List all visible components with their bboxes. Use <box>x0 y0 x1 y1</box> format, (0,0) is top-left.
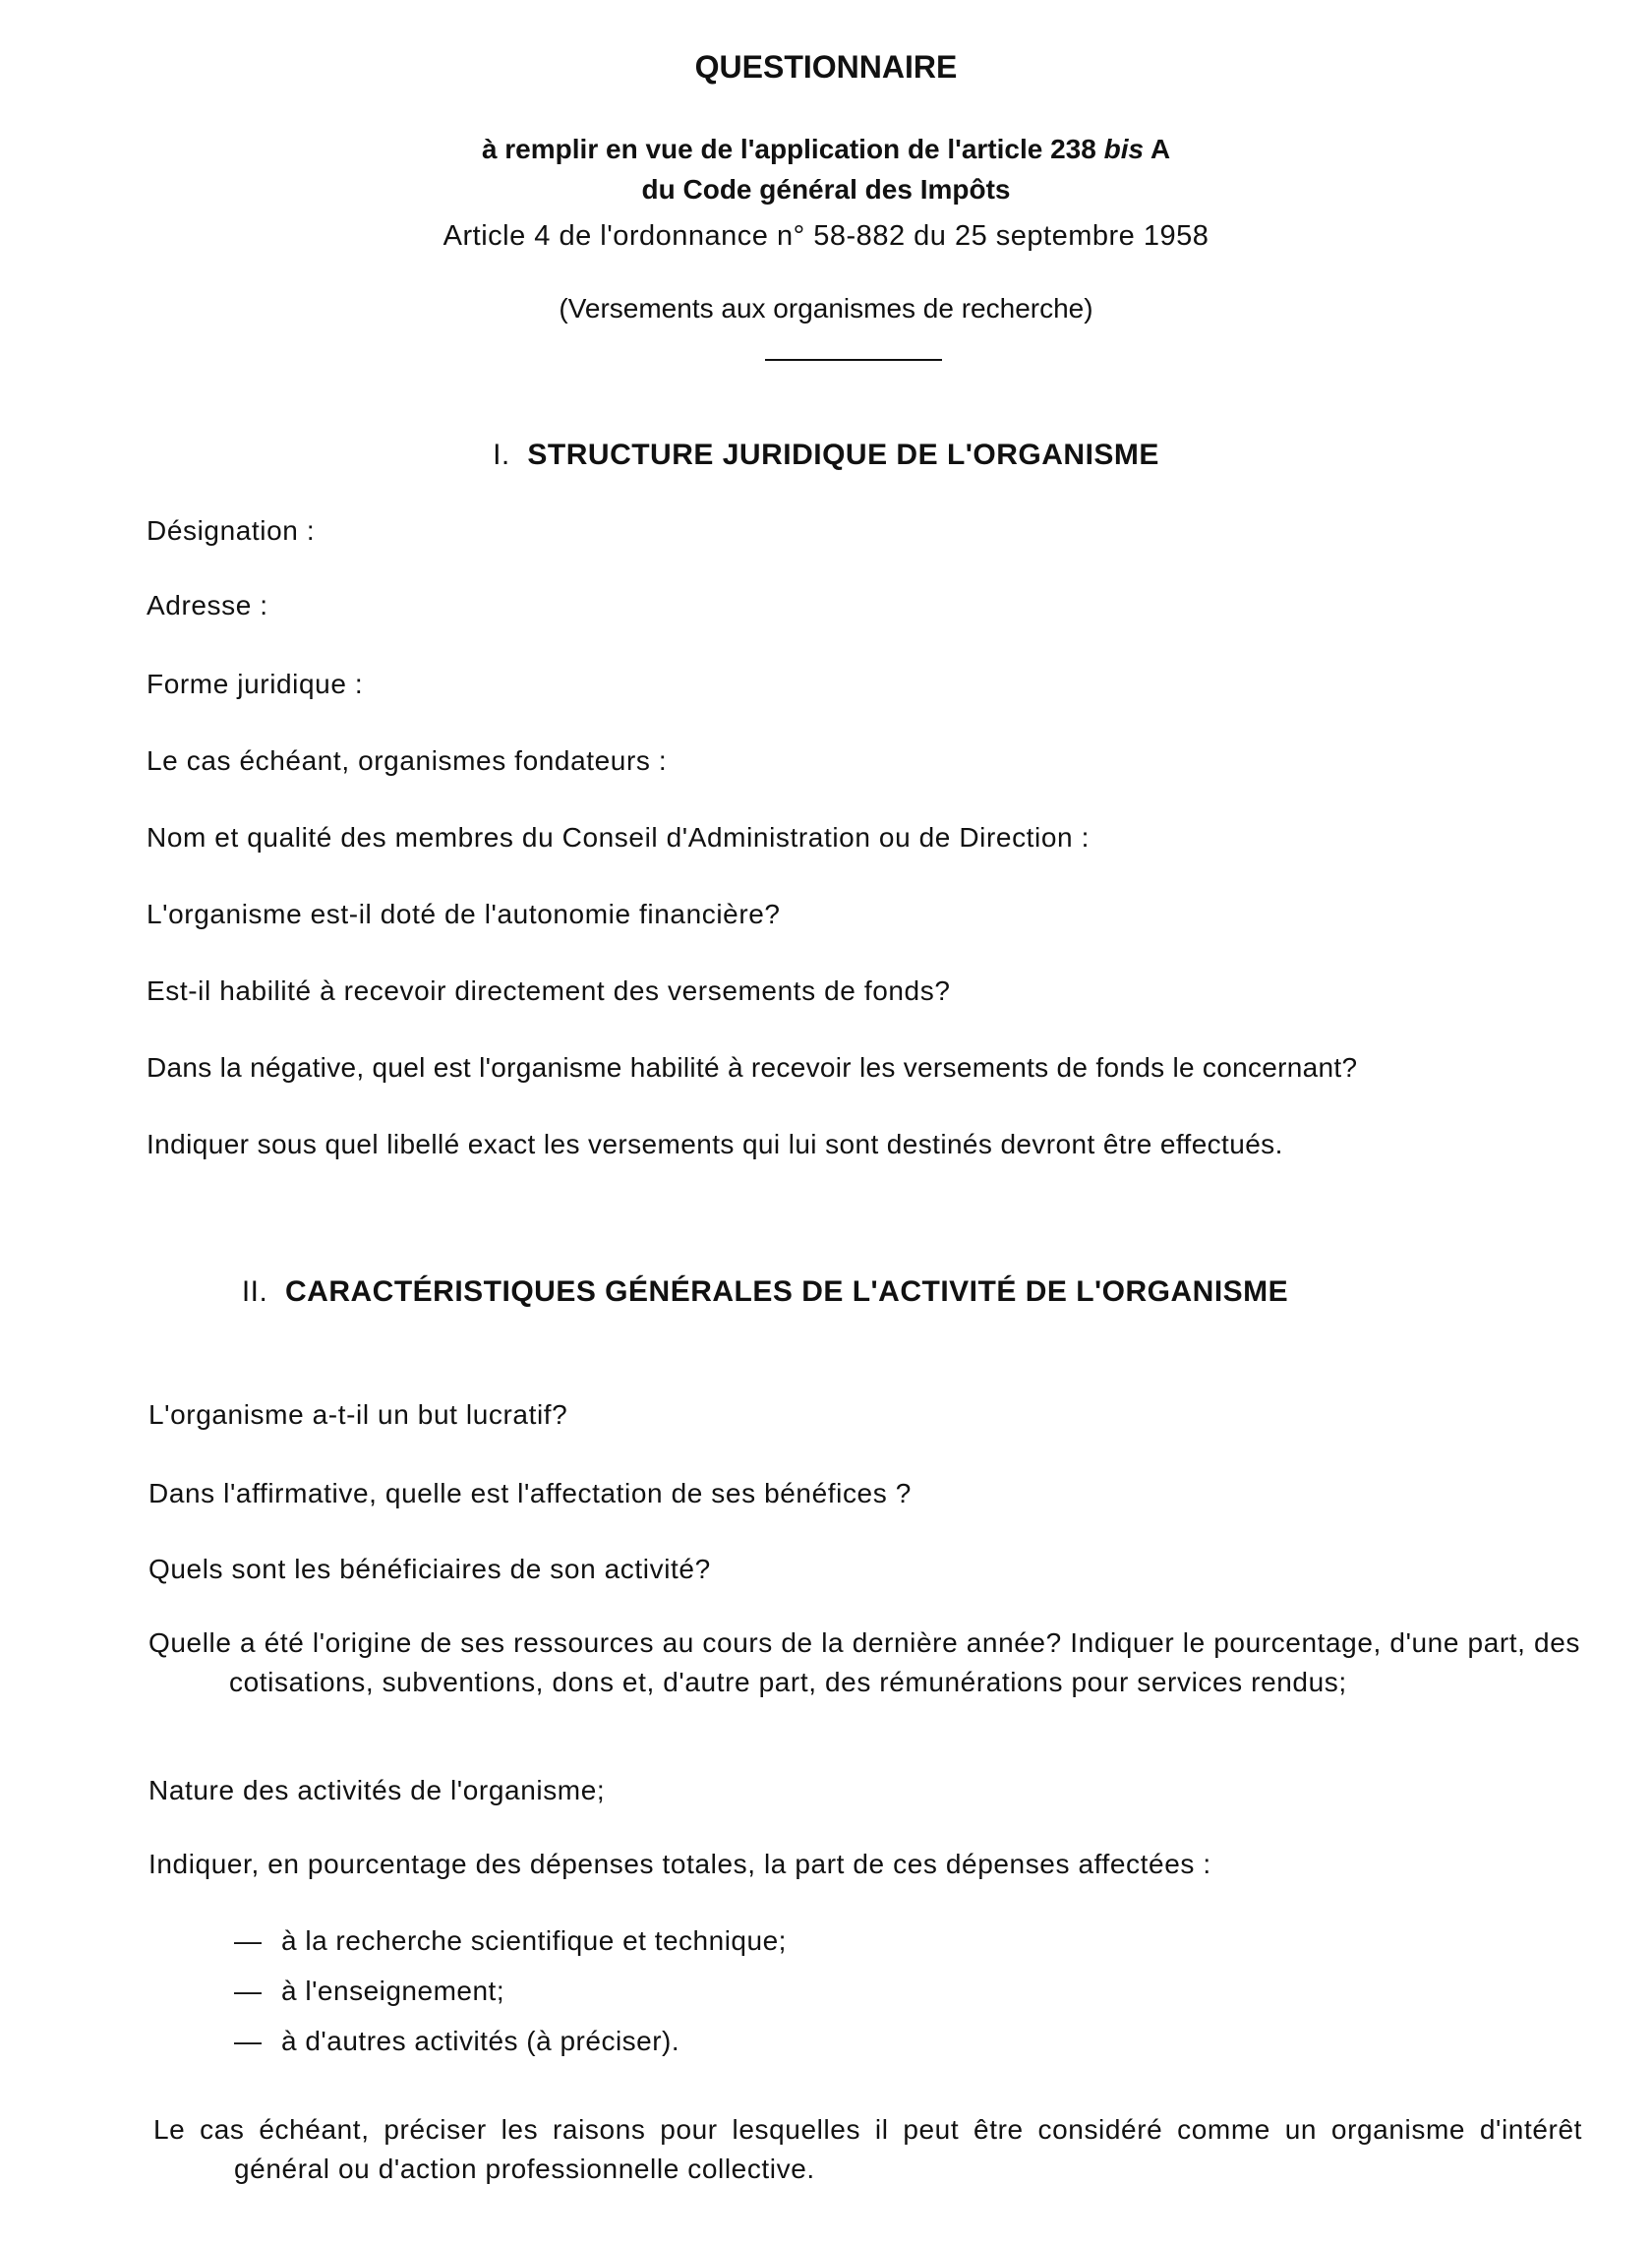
question-interet-general: Le cas échéant, préciser les raisons pour lesquelles il peut être considéré comme un organisme d'intérêt général ou d'action professionnelle collective. <box>153 2114 1582 2184</box>
dash-marker: — <box>234 2026 263 2056</box>
section-1-numeral: I. <box>493 439 510 471</box>
subtitle-text-start: à remplir en vue de l'application de l'article 238 <box>481 134 1104 164</box>
section-2-numeral: II. <box>241 1275 268 1308</box>
ordinance-reference: Article 4 de l'ordonnance n° 58-882 du 25 septembre 1958 <box>442 220 1210 252</box>
title-divider <box>765 359 942 361</box>
question-autonomie-financiere: L'organisme est-il doté de l'autonomie financière? <box>147 899 781 929</box>
expense-item-enseignement <box>234 1972 504 2011</box>
question-organisme-habilite: Dans la négative, quel est l'organisme habilité à recevoir les versements de fonds le concernant? <box>147 1052 1358 1083</box>
question-membres-conseil: Nom et qualité des membres du Conseil d'Administration ou de Direction : <box>147 822 1090 853</box>
document-subtitle-line1 <box>0 134 1652 165</box>
question-part-depenses: Indiquer, en pourcentage des dépenses totales, la part de ces dépenses affectées : <box>148 1849 1211 1879</box>
question-but-lucratif: L'organisme a-t-il un but lucratif? <box>148 1399 568 1430</box>
expense-item-autres <box>234 2022 679 2061</box>
subtitle-text-end: A <box>1144 134 1171 164</box>
expense-item-label: à d'autres activités (à préciser). <box>281 2026 680 2056</box>
question-habilite-versements: Est-il habilité à recevoir directement des versements de fonds? <box>147 975 951 1006</box>
expense-item-label: à la recherche scientifique et technique; <box>281 1925 787 1956</box>
expense-item-label: à l'enseignement; <box>281 1976 505 2006</box>
question-forme-juridique: Forme juridique : <box>147 669 364 699</box>
question-beneficiaires: Quels sont les bénéficiaires de son activité? <box>148 1554 711 1584</box>
subtitle-emphasis: bis <box>1103 134 1145 164</box>
question-organismes-fondateurs: Le cas échéant, organismes fondateurs : <box>147 745 668 776</box>
section-2-heading <box>0 1275 1591 1309</box>
question-nature-activites: Nature des activités de l'organisme; <box>148 1775 606 1805</box>
question-origine-ressources: Quelle a été l'origine de ses ressources au cours de la dernière année? Indiquer le pourcentage, d'une part, des cotisations, subventions, dons et, d'autre part, des rémunérations pour services rendus; <box>148 1627 1580 1697</box>
section-1-heading <box>0 439 1652 472</box>
document-title: QUESTIONNAIRE <box>694 49 958 85</box>
section-2-title: CARACTÉRISTIQUES GÉNÉRALES DE L'ACTIVITÉ DE L'ORGANISME <box>285 1275 1289 1308</box>
question-designation: Désignation : <box>147 515 316 546</box>
dash-marker: — <box>234 1925 263 1956</box>
question-adresse: Adresse : <box>147 590 268 620</box>
document-note: (Versements aux organismes de recherche) <box>559 293 1093 324</box>
expense-item-recherche <box>234 1921 787 1961</box>
question-affectation-benefices: Dans l'affirmative, quelle est l'affectation de ses bénéfices ? <box>148 1478 912 1508</box>
question-libelle-versements: Indiquer sous quel libellé exact les versements qui lui sont destinés devront être effectués. <box>147 1129 1283 1159</box>
section-1-title: STRUCTURE JURIDIQUE DE L'ORGANISME <box>527 439 1159 471</box>
document-subtitle-line2: du Code général des Impôts <box>641 174 1011 205</box>
dash-marker: — <box>234 1976 263 2006</box>
